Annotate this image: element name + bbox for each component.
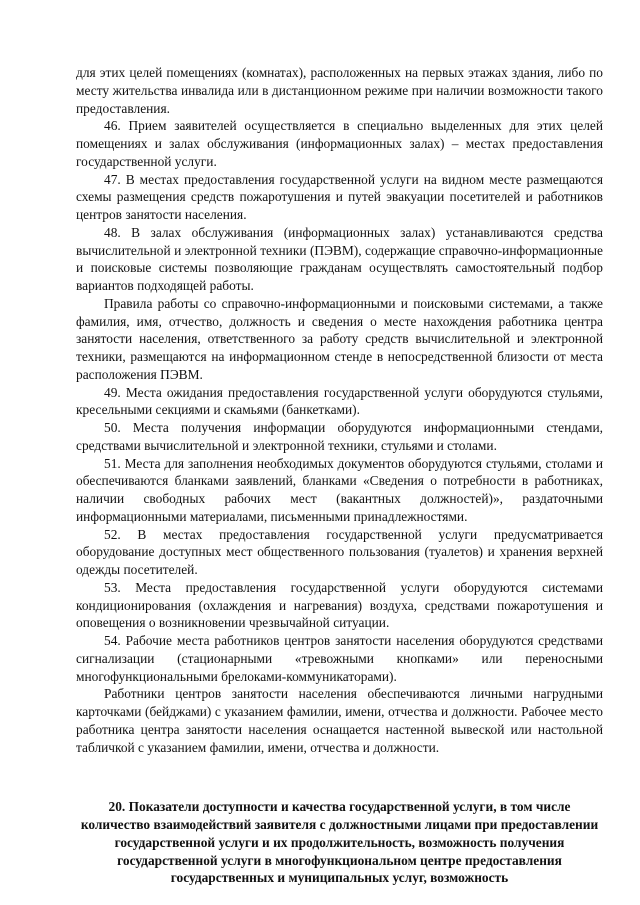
paragraph-47: 47. В местах предоставления государственной услуги на видном месте размещаются схемы размещения средств пожаротушения и путей эвакуации посетителей и работников центров занятости населения.	[76, 171, 603, 222]
paragraph-50: 50. Места получения информации оборудуются информационными стендами, средствами вычислительной и электронной техники, стульями и столами.	[76, 420, 603, 453]
paragraph-46: 46. Прием заявителей осуществляется в специально выделенных для этих целей помещениях и залах обслуживания (информационных залах) – местах предоставления государственной услуги.	[76, 118, 603, 169]
paragraph-48-rules: Правила работы со справочно-информационными и поисковыми системами, а также фамилия, имя, отчество, должность и сведения о месте нахождения работника центра занятости населения, ответственного за работу средств вычислительной и электронной техники, размещаются на информационном стенде в непосредственной близости от места расположения ПЭВМ.	[76, 295, 603, 382]
paragraph-48: 48. В залах обслуживания (информационных залах) устанавливаются средства вычислительной и электронной техники (ПЭВМ), содержащие справочно-информационные и поисковые системы позволяющие гражданам осуществлять самостоятельный подбор вариантов подходящей работы.	[76, 224, 603, 293]
paragraph-54: 54. Рабочие места работников центров занятости населения оборудуются средствами сигнализации (стационарными «тревожными кнопками» или переносными многофункциональными брелоками-коммуникаторами).	[76, 633, 603, 684]
paragraph-52: 52. В местах предоставления государственной услуги предусматривается оборудование доступных мест общественного пользования (туалетов) и хранения верхней одежды посетителей.	[76, 526, 603, 577]
paragraph-49: 49. Места ожидания предоставления государственной услуги оборудуются стульями, кресельными секциями и скамьями (банкетками).	[76, 384, 603, 418]
paragraph-54-badges: Работники центров занятости населения обеспечиваются личными нагрудными карточками (бейджами) с указанием фамилии, имени, отчества и должности. Рабочее место работника центра занятости населения оснащается настенной вывеской или настольной табличкой с указанием фамилии, имени, отчества и должности.	[76, 686, 603, 755]
paragraph-51: 51. Места для заполнения необходимых документов оборудуются стульями, столами и обеспечиваются бланками заявлений, бланками «Сведения о потребности в работниках, наличии свободных рабочих мест (вакантных должностей)», раздаточными информационными материалами, письменными принадлежностями.	[76, 455, 603, 524]
paragraph-53: 53. Места предоставления государственной услуги оборудуются системами кондиционирования (охлаждения и нагревания) воздуха, средствами пожаротушения и оповещения о возникновении чрезвычайной ситуации.	[76, 579, 603, 631]
paragraph-continuation: для этих целей помещениях (комнатах), расположенных на первых этажах здания, либо по месту жительства инвалида или в дистанционном режиме при наличии возможности такого предоставления.	[76, 65, 603, 116]
section-heading-20: 20. Показатели доступности и качества государственной услуги, в том числе количество взаимодействий заявителя с должностными лицами при предоставлении государственной услуги и их продолжительность, возможность получения государственной услуги в многофункциональном центре предоставления государственных и муниципальных услуг, возможность	[80, 799, 599, 886]
